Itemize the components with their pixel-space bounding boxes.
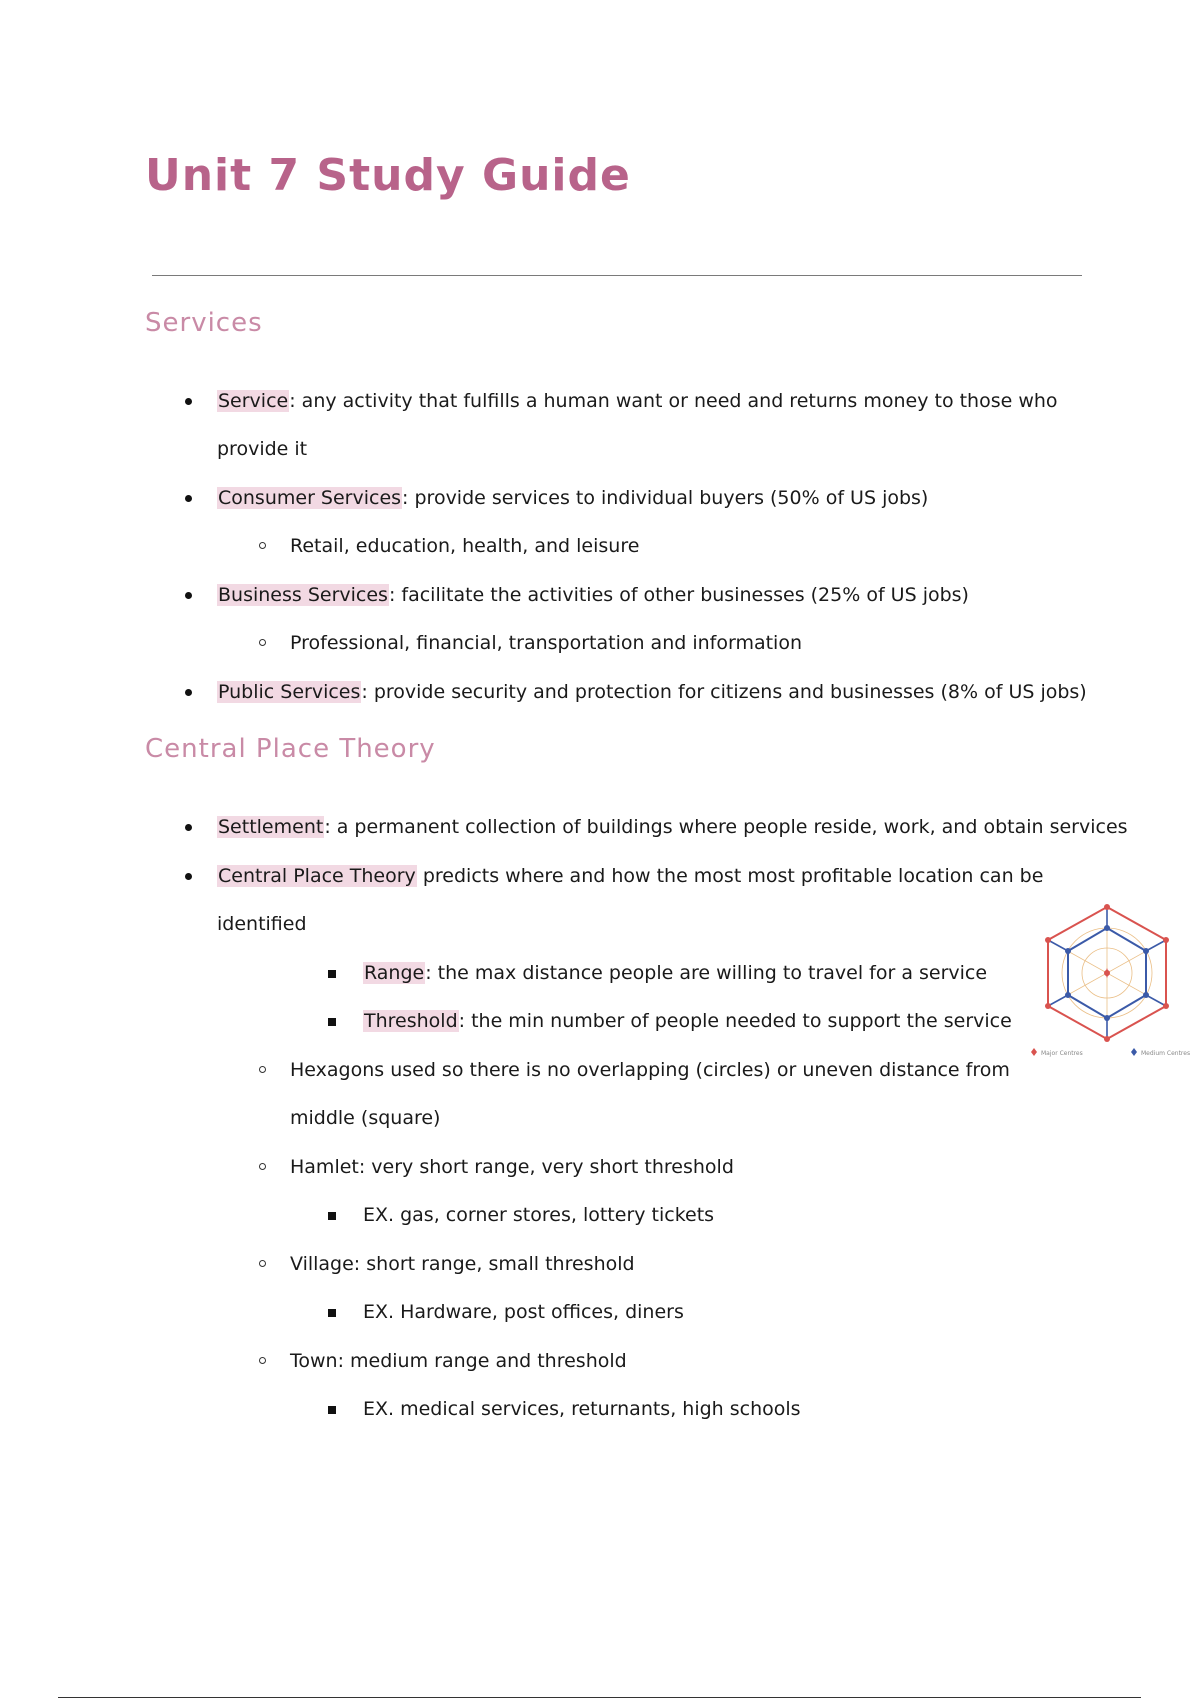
def-business-services: : facilitate the activities of other businesses (25% of US jobs) <box>388 584 969 606</box>
document-title: Unit 7 Study Guide <box>145 150 631 201</box>
def-consumer-services: : provide services to individual buyers (50% of US jobs) <box>402 487 929 509</box>
list-item-business-services <box>217 581 969 609</box>
def-range: : the max distance people are willing to travel for a service <box>425 962 988 984</box>
def-settlement: : a permanent collection of buildings where people reside, work, and obtain services <box>324 816 1128 838</box>
sub-item-town: Town: medium range and threshold <box>290 1347 627 1375</box>
list-item-threshold <box>363 1007 1012 1035</box>
def-central-place-theory: predicts where and how the most most profitable location can be <box>416 865 1044 887</box>
def-public-services: : provide security and protection for citizens and businesses (8% of US jobs) <box>361 681 1087 703</box>
page-bottom-border <box>58 1697 1141 1698</box>
sub-item-village: Village: short range, small threshold <box>290 1250 635 1278</box>
sub-item-consumer: Retail, education, health, and leisure <box>290 532 639 560</box>
def-cpt-cont: identified <box>217 913 307 935</box>
legend-major-centres: Major Centres <box>1041 1050 1083 1057</box>
list-item-public-services <box>217 678 1087 706</box>
term-public-services: Public Services <box>218 681 361 703</box>
sub-item-hamlet: Hamlet: very short range, very short threshold <box>290 1153 734 1181</box>
hexagon-central-place-diagram-icon <box>1022 902 1192 1062</box>
example-village: EX. Hardware, post offices, diners <box>363 1298 684 1326</box>
term-settlement: Settlement <box>218 816 324 838</box>
term-business-services: Business Services <box>218 584 388 606</box>
def-service-cont: provide it <box>217 438 308 460</box>
example-town: EX. medical services, returnants, high schools <box>363 1395 801 1423</box>
title-divider <box>152 275 1082 276</box>
sub-item-hexagons: Hexagons used so there is no overlapping (circles) or uneven distance from <box>290 1056 1010 1084</box>
section-heading-cpt: Central Place Theory <box>145 734 436 764</box>
section-heading-services: Services <box>145 308 263 338</box>
term-range: Range <box>364 962 425 984</box>
term-service: Service <box>218 390 289 412</box>
term-threshold: Threshold <box>364 1010 458 1032</box>
term-consumer-services: Consumer Services <box>218 487 402 509</box>
sub-item-hexagons-cont: middle (square) <box>290 1107 441 1129</box>
list-item-settlement <box>217 813 1128 841</box>
list-item-consumer-services <box>217 484 928 512</box>
list-item-central-place-theory <box>217 862 1043 890</box>
example-hamlet: EX. gas, corner stores, lottery tickets <box>363 1201 714 1229</box>
def-threshold: : the min number of people needed to support the service <box>458 1010 1012 1032</box>
legend-medium-centres: Medium Centres <box>1141 1050 1191 1057</box>
term-central-place-theory: Central Place Theory <box>218 865 416 887</box>
def-service: : any activity that fulfills a human want or need and returns money to those who <box>289 390 1058 412</box>
list-item-range <box>363 959 987 987</box>
sub-item-business: Professional, financial, transportation and information <box>290 629 802 657</box>
list-item-service <box>217 387 1058 415</box>
